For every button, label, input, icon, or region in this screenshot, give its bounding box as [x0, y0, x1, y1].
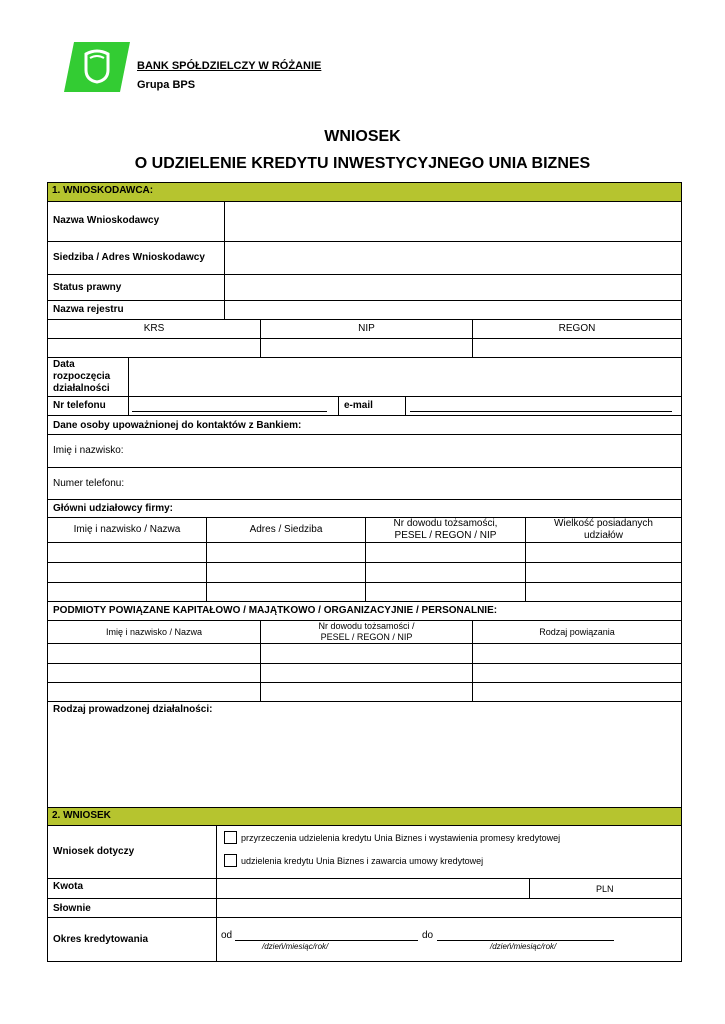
- amount-words-row: [48, 899, 681, 918]
- start-date-field[interactable]: [129, 358, 681, 396]
- applicant-name-label: Nazwa Wnioskodawcy: [53, 215, 160, 226]
- option-promise-checkbox[interactable]: [224, 831, 237, 844]
- section-2-heading: 2. WNIOSEK: [48, 808, 681, 826]
- applicant-name-row: [48, 202, 681, 242]
- sh-col-address: Adres / Siedziba: [249, 524, 323, 535]
- shareholders-table: [48, 518, 681, 602]
- related-heading-row: [48, 602, 681, 621]
- sh-col-name: Imię i nazwisko / Nazwa: [73, 524, 181, 535]
- amount-words-field[interactable]: [217, 899, 681, 917]
- registry-numbers-values: [48, 339, 681, 358]
- bank-logo-icon: [64, 42, 130, 92]
- contact-name-label: Imię i nazwisko:: [53, 445, 124, 456]
- shareholders-heading-row: [48, 500, 681, 518]
- request-type-label: Wniosek dotyczy: [53, 846, 135, 857]
- krs-label: KRS: [143, 323, 165, 334]
- application-form: [47, 182, 682, 962]
- regon-field[interactable]: [473, 339, 681, 357]
- contact-phone-label: Numer telefonu:: [53, 478, 125, 489]
- phone-field[interactable]: [132, 411, 327, 412]
- amount-words-label: Słownie: [53, 903, 91, 914]
- applicant-address-field[interactable]: [225, 242, 681, 274]
- contact-name-row[interactable]: [48, 435, 681, 468]
- amount-row: [48, 879, 681, 899]
- nip-field[interactable]: [261, 339, 472, 357]
- credit-period-row: [48, 918, 681, 961]
- start-date-label: Data rozpoczęcia działalności: [53, 359, 111, 394]
- request-type-row: [48, 826, 681, 879]
- currency-label: PLN: [596, 884, 614, 894]
- amount-label: Kwota: [53, 881, 83, 892]
- sh-col-id: Nr dowodu tożsamości, PESEL / REGON / NIP: [393, 518, 498, 541]
- related-table: [48, 621, 681, 702]
- credit-period-label: Okres kredytowania: [53, 934, 149, 945]
- activity-row[interactable]: [48, 702, 681, 808]
- period-to-field[interactable]: [437, 940, 614, 941]
- rel-col-id: Nr dowodu tożsamości / PESEL / REGON / NIP: [318, 621, 415, 642]
- amount-field[interactable]: [217, 879, 529, 898]
- email-label: e-mail: [344, 400, 373, 411]
- applicant-address-row: [48, 242, 681, 275]
- contact-phone-row[interactable]: [48, 468, 681, 500]
- applicant-address-label: Siedziba / Adres Wnioskodawcy: [53, 252, 205, 263]
- activity-label: Rodzaj prowadzonej działalności:: [53, 704, 213, 715]
- period-from-hint: /dzień/miesiąc/rok/: [262, 942, 329, 951]
- document-subtitle: O UDZIELENIE KREDYTU INWESTYCYJNEGO UNIA BIZNES: [134, 155, 591, 172]
- period-to-label: do: [422, 930, 434, 941]
- legal-status-row: [48, 275, 681, 301]
- legal-status-label: Status prawny: [53, 282, 122, 293]
- registry-label: Nazwa rejestru: [53, 304, 124, 315]
- period-from-label: od: [221, 930, 233, 941]
- phone-email-row: [48, 397, 681, 416]
- contact-heading-row: [48, 416, 681, 435]
- nip-label: NIP: [358, 323, 375, 334]
- krs-field[interactable]: [48, 339, 260, 357]
- section-1-heading: 1. WNIOSKODAWCA:: [48, 183, 681, 202]
- regon-label: REGON: [558, 323, 596, 334]
- bank-group: Grupa BPS: [137, 79, 196, 91]
- option-loan-checkbox[interactable]: [224, 854, 237, 867]
- rel-col-relation: Rodzaj powiązania: [539, 627, 615, 637]
- phone-label: Nr telefonu: [53, 400, 106, 411]
- registry-numbers-header: [48, 320, 681, 339]
- registry-row: [48, 301, 681, 320]
- bank-name: BANK SPÓŁDZIELCZY W RÓŻANIE: [137, 60, 322, 72]
- period-from-field[interactable]: [235, 940, 418, 941]
- document-title: WNIOSEK: [324, 128, 401, 145]
- option-loan-label: udzielenia kredytu Unia Biznes i zawarcia umowy kredytowej: [241, 856, 484, 866]
- contact-heading: Dane osoby upoważnionej do kontaktów z Bankiem:: [53, 420, 302, 431]
- shareholders-heading: Główni udziałowcy firmy:: [53, 503, 174, 514]
- applicant-name-field[interactable]: [225, 202, 681, 241]
- rel-col-name: Imię i nazwisko / Nazwa: [105, 627, 203, 637]
- option-promise-label: przyrzeczenia udzielenia kredytu Unia Biznes i wystawienia promesy kredytowej: [241, 833, 561, 843]
- registry-field[interactable]: [225, 301, 681, 319]
- legal-status-field[interactable]: [225, 275, 681, 300]
- start-date-row: [48, 358, 681, 397]
- email-field[interactable]: [410, 411, 672, 412]
- period-to-hint: /dzień/miesiąc/rok/: [490, 942, 557, 951]
- related-heading: PODMIOTY POWIĄZANE KAPITAŁOWO / MAJĄTKOWO / ORGANIZACYJNIE / PERSONALNIE:: [53, 605, 498, 616]
- sh-col-shares: Wielkość posiadanych udziałów: [554, 518, 653, 541]
